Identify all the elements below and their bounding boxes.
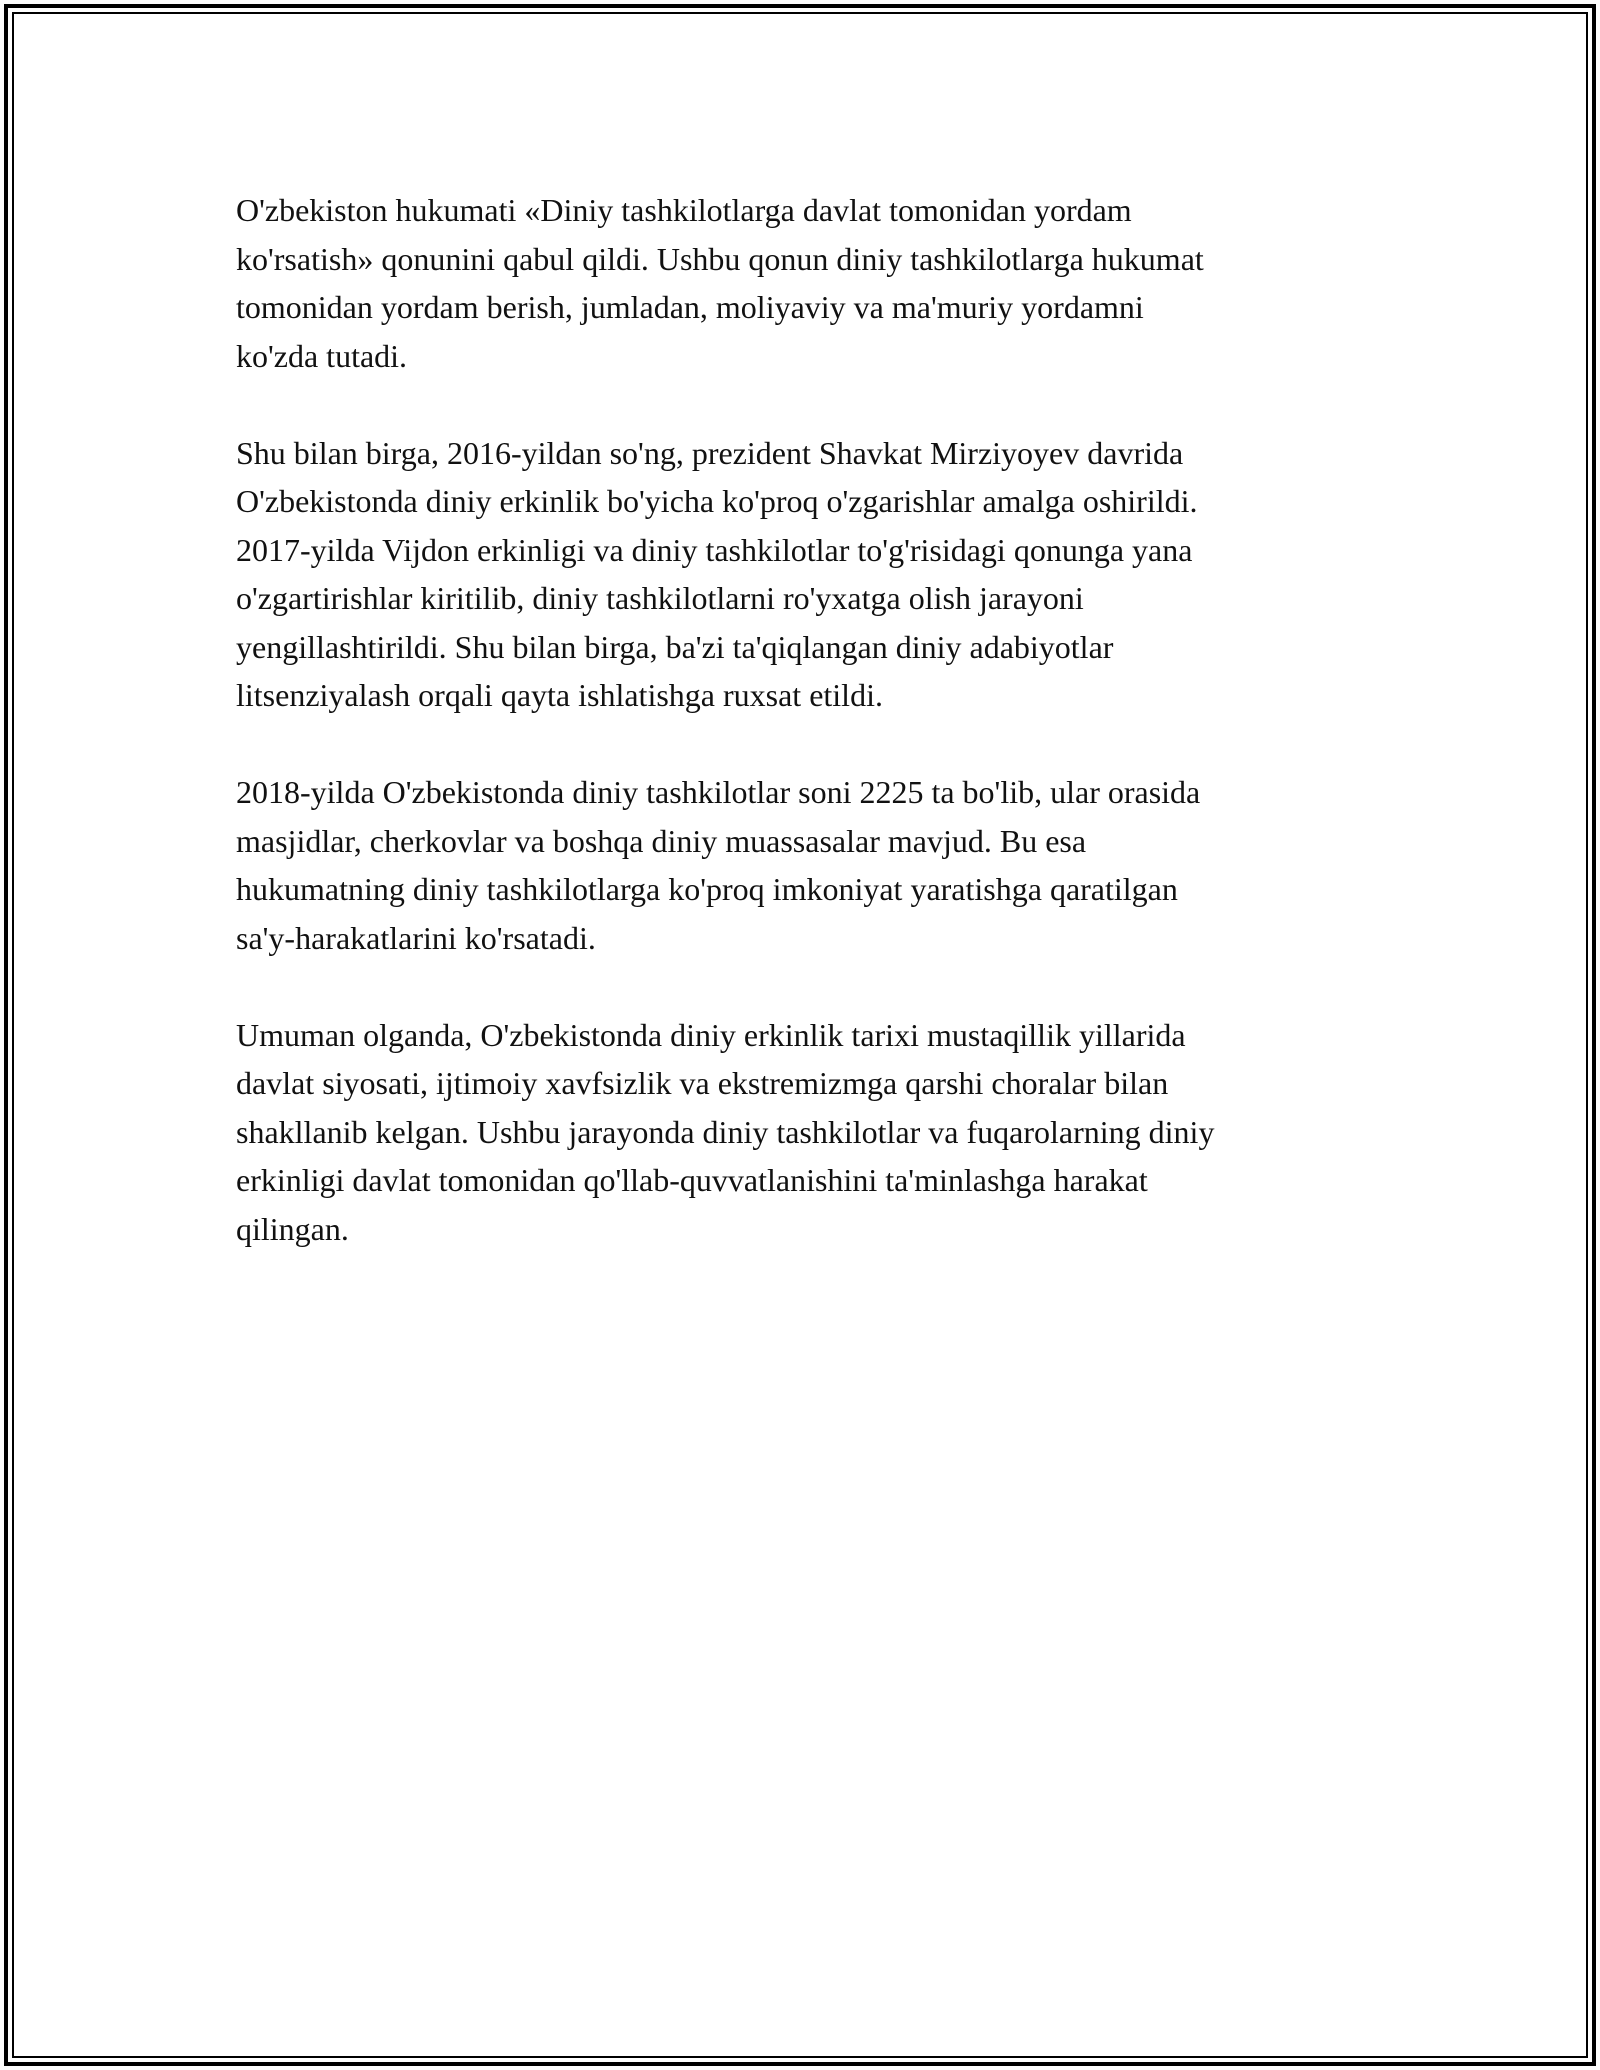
paragraph-4: Umuman olganda, O'zbekistonda diniy erkinlik tarixi mustaqillik yillarida davlat siyosati, ijtimoiy xavfsizlik va ekstremizmga qarshi choralar bilan shakllanib kelgan. Ushbu jarayonda diniy tashkilotlar va fuqarolarning diniy erkinligi davlat tomonidan qo'llab-quvvatlanishini ta'minlashga harakat qilingan.	[236, 1016, 1215, 1247]
paragraph-2: Shu bilan birga, 2016-yildan so'ng, prezident Shavkat Mirziyoyev davrida O'zbekistonda diniy erkinlik bo'yicha ko'proq o'zgarishlar amalga oshirildi. 2017-yilda Vijdon erkinligi va diniy tashkilotlar to'g'risidagi qonunga yana o'zgartirishlar kiritilib, diniy tashkilotlarni ro'yxatga olish jarayoni yengillashtirildi. Shu bilan birga, ba'zi ta'qiqlangan diniy adabiyotlar litsenziyalash orqali qayta ishlatishga ruxsat etildi.	[236, 434, 1198, 713]
paragraph-1: O'zbekiston hukumati «Diniy tashkilotlarga davlat tomonidan yordam ko'rsatish» qonunini qabul qildi. Ushbu qonun diniy tashkilotlarga hukumat tomonidan yordam berish, jumladan, moliyaviy va ma'muriy yordamni ko'zda tutadi.	[236, 192, 1204, 374]
paragraph-3: 2018-yilda O'zbekistonda diniy tashkilotlar soni 2225 ta bo'lib, ular orasida masjidlar, cherkovlar va boshqa diniy muassasalar mavjud. Bu esa hukumatning diniy tashkilotlarga ko'proq imkoniyat yaratishga qaratilgan sa'y-harakatlarini ko'rsatadi.	[236, 774, 1201, 956]
document-body	[236, 186, 1366, 1302]
